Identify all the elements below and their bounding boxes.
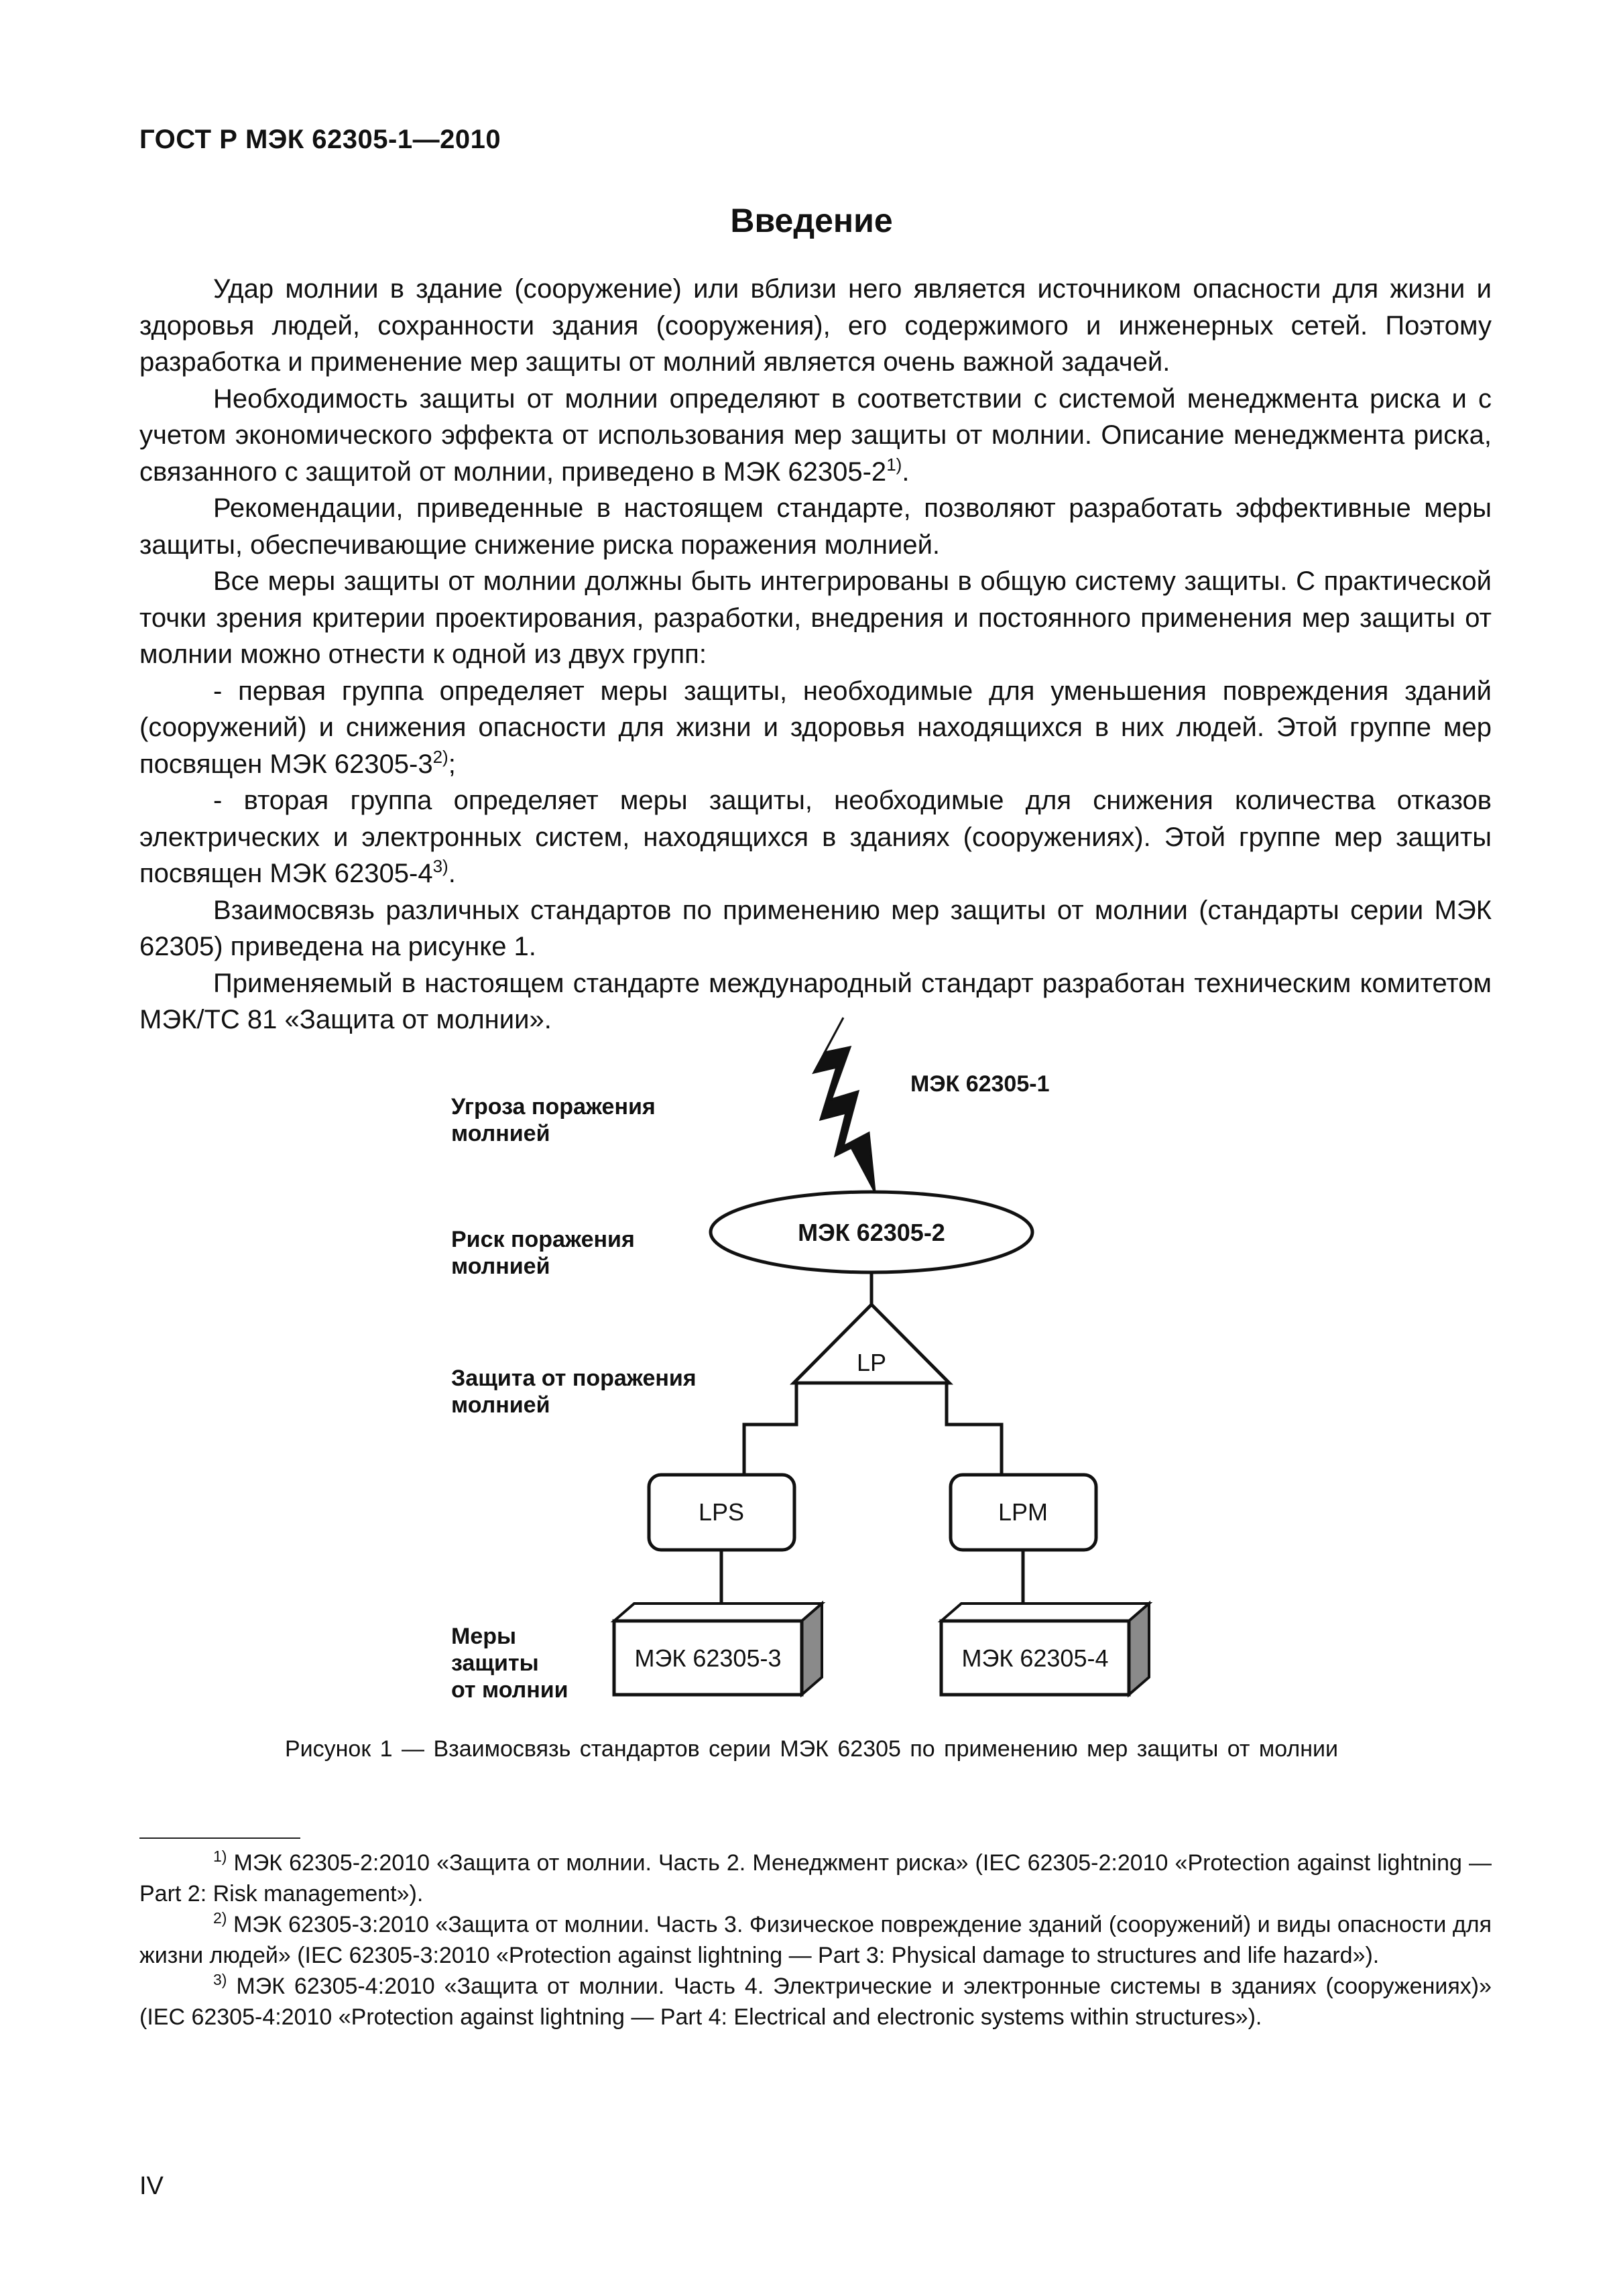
standards-diagram bbox=[0, 1006, 1623, 1730]
label-risk-line2: молнией bbox=[451, 1254, 550, 1279]
footnote-3 bbox=[139, 1971, 1492, 2033]
std-62305-1-label: МЭК 62305-1 bbox=[910, 1071, 1050, 1097]
paragraph-2-text: Необходимость защиты от молнии определяют в соответствии с системой менеджмента риска и с учетом экономического эффекта от использования мер защиты от молнии. Описание менеджмента риска, связанного с защитой от молнии, приведено в МЭК 62305-2 bbox=[139, 383, 1492, 487]
lp-label: LP bbox=[856, 1349, 887, 1376]
std-62305-3-box bbox=[614, 1604, 822, 1695]
paragraph-3: Рекомендации, приведенные в настоящем стандарте, позволяют разработать эффективные меры защиты, обеспечивающие снижение риска поражения молнией. bbox=[139, 493, 1492, 560]
paragraph-2-end: . bbox=[902, 457, 910, 487]
label-protection-line2: молнией bbox=[451, 1392, 550, 1418]
paragraph-5-text: - первая группа определяет меры защиты, необходимые для уменьшения повреждения зданий (сооружений) и снижения опасности для жизни и здоровья находящихся в них людей. Этой группе мер посвящен МЭК 62305-3 bbox=[139, 676, 1492, 779]
label-measures-line1: Меры bbox=[451, 1624, 517, 1649]
paragraph-6-end: . bbox=[448, 859, 456, 888]
lightning-bolt-icon bbox=[814, 1018, 875, 1192]
std-62305-4-box bbox=[941, 1604, 1149, 1695]
label-threat-line1: Угроза поражения bbox=[451, 1094, 656, 1120]
std-62305-2-label: МЭК 62305-2 bbox=[798, 1219, 945, 1246]
footnote-2 bbox=[139, 1909, 1492, 1971]
paragraph-5-end: ; bbox=[448, 749, 456, 779]
footnote-1-mark: 1) bbox=[213, 1848, 227, 1865]
figure-caption: Рисунок 1 — Взаимосвязь стандартов серии МЭК 62305 по применению мер защиты от молнии bbox=[284, 1736, 1339, 1762]
label-threat-line2: молнией bbox=[451, 1121, 550, 1146]
footnote-ref-2: 2) bbox=[432, 746, 448, 767]
lps-label: LPS bbox=[698, 1498, 745, 1526]
footnote-2-text: МЭК 62305-3:2010 «Защита от молнии. Часть 3. Физическое повреждение зданий (сооружений) и виды опасности для жизни людей» (IEC 62305-3:2010 «Protection against lightning — Part 3: Physical damage to structures and life hazard»). bbox=[139, 1912, 1492, 1968]
paragraph-6-text: - вторая группа определяет меры защиты, необходимые для снижения количества отказов электрических и электронных систем, находящихся в зданиях (сооружениях). Этой группе мер защиты посвящен МЭК 62305-4 bbox=[139, 786, 1492, 888]
footnote-1 bbox=[139, 1848, 1492, 1909]
section-title: Введение bbox=[730, 202, 893, 239]
paragraph-2 bbox=[139, 381, 1492, 491]
label-measures-line2: защиты bbox=[451, 1650, 539, 1676]
paragraph-8: Применяемый в настоящем стандарте международный стандарт разработан техническим комитетом МЭК/ТС 81 «Защита от молнии». bbox=[139, 968, 1492, 1034]
label-protection-line1: Защита от поражения bbox=[451, 1366, 697, 1391]
footnote-1-text: МЭК 62305-2:2010 «Защита от молнии. Часть 2. Менеджмент риска» (IEC 62305-2:2010 «Protection against lightning — Part 2: Risk management»). bbox=[139, 1850, 1492, 1907]
footnotes bbox=[139, 1848, 1492, 2033]
footnote-3-mark: 3) bbox=[213, 1971, 227, 1988]
std-62305-4-label: МЭК 62305-4 bbox=[961, 1644, 1109, 1672]
paragraph-7: Взаимосвязь различных стандартов по применению мер защиты от молнии (стандарты серии МЭК 62305) приведена на рисунке 1. bbox=[139, 895, 1492, 961]
paragraph-1: Удар молнии в здание (сооружение) или вблизи него является источником опасности для жизни и здоровья людей, сохранности здания (сооружения), его содержимого и инженерных сетей. Поэтому разработка и применение мер защиты от молний является очень важной задачей. bbox=[139, 274, 1492, 377]
paragraph-5 bbox=[139, 673, 1492, 783]
footnote-ref-3: 3) bbox=[432, 856, 448, 876]
lpm-label: LPM bbox=[998, 1498, 1048, 1526]
label-risk-line1: Риск поражения bbox=[451, 1227, 635, 1252]
footnote-divider bbox=[139, 1837, 300, 1839]
footnote-2-mark: 2) bbox=[213, 1909, 227, 1927]
page-number: IV bbox=[139, 2172, 164, 2200]
footnote-3-text: МЭК 62305-4:2010 «Защита от молнии. Часть 4. Электрические и электронные системы в зданиях (сооружениях)» (IEC 62305-4:2010 «Protection against lightning — Part 4: Electrical and electronic systems within structures»). bbox=[139, 1974, 1492, 2030]
footnote-ref-1: 1) bbox=[886, 454, 902, 475]
document-header: ГОСТ Р МЭК 62305-1—2010 bbox=[139, 125, 501, 154]
body-text bbox=[139, 271, 1492, 1038]
paragraph-4: Все меры защиты от молнии должны быть интегрированы в общую систему защиты. С практической точки зрения критерии проектирования, разработки, внедрения и постоянного применения мер защиты от молнии можно отнести к одной из двух групп: bbox=[139, 566, 1492, 669]
paragraph-6 bbox=[139, 782, 1492, 892]
label-measures-line3: от молнии bbox=[451, 1677, 568, 1703]
std-62305-3-label: МЭК 62305-3 bbox=[634, 1644, 782, 1672]
